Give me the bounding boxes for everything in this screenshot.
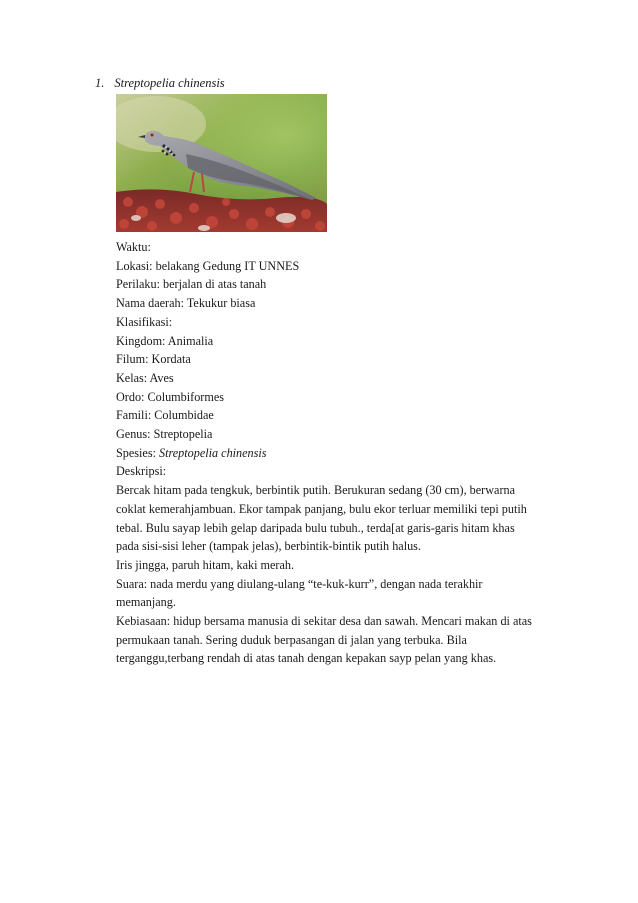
field-kelas: Kelas: Aves bbox=[116, 370, 174, 385]
description-line: Kebiasaan: hidup bersama manusia di sekitar desa dan sawah. Mencari makan di atas bbox=[116, 614, 532, 629]
description-line: Iris jingga, paruh hitam, kaki merah. bbox=[116, 557, 295, 572]
spesies-value: Streptopelia chinensis bbox=[159, 445, 267, 460]
description-line: permukaan tanah. Sering duduk berpasangan di jalan yang terbuka. Bila bbox=[116, 632, 467, 647]
field-klasifikasi: Klasifikasi: bbox=[116, 314, 173, 329]
description-line: tebal. Bulu sayap lebih gelap daripada bulu tubuh., terda[at garis-garis hitam khas bbox=[116, 520, 515, 535]
field-genus: Genus: Streptopelia bbox=[116, 427, 213, 442]
description-line: Suara: nada merdu yang diulang-ulang “te-kuk-kurr”, dengan nada terakhir bbox=[116, 576, 483, 591]
field-kingdom: Kingdom: Animalia bbox=[116, 333, 214, 348]
description-line: memanjang. bbox=[116, 595, 176, 610]
field-deskripsi: Deskripsi: bbox=[116, 464, 167, 479]
bird-photo-icon bbox=[116, 94, 327, 232]
description-line: terganggu,terbang rendah di atas tanah dengan kepakan sayp pelan yang khas. bbox=[116, 651, 497, 666]
field-waktu: Waktu: bbox=[116, 240, 151, 254]
section-heading bbox=[95, 76, 225, 91]
spesies-label: Spesies: bbox=[116, 445, 159, 460]
field-spesies bbox=[116, 444, 556, 463]
field-perilaku: Perilaku: berjalan di atas tanah bbox=[116, 277, 267, 292]
species-details bbox=[116, 238, 556, 668]
bird-photo bbox=[116, 94, 327, 232]
field-filum: Filum: Kordata bbox=[116, 352, 191, 367]
description-line: Bercak hitam pada tengkuk, berbintik putih. Berukuran sedang (30 cm), berwarna bbox=[116, 483, 516, 498]
field-nama-daerah: Nama daerah: Tekukur biasa bbox=[116, 296, 256, 311]
species-title: Streptopelia chinensis bbox=[114, 76, 225, 90]
section-number: 1. bbox=[95, 76, 105, 90]
description-line: coklat kemerahjambuan. Ekor tampak panjang, bulu ekor terluar memiliki tepi putih bbox=[116, 501, 527, 516]
description-line: pada sisi-sisi leher (tampak jelas), berbintik-bintik putih halus. bbox=[116, 539, 421, 554]
field-famili: Famili: Columbidae bbox=[116, 408, 214, 423]
field-lokasi: Lokasi: belakang Gedung IT UNNES bbox=[116, 258, 300, 273]
field-ordo: Ordo: Columbiformes bbox=[116, 389, 224, 404]
